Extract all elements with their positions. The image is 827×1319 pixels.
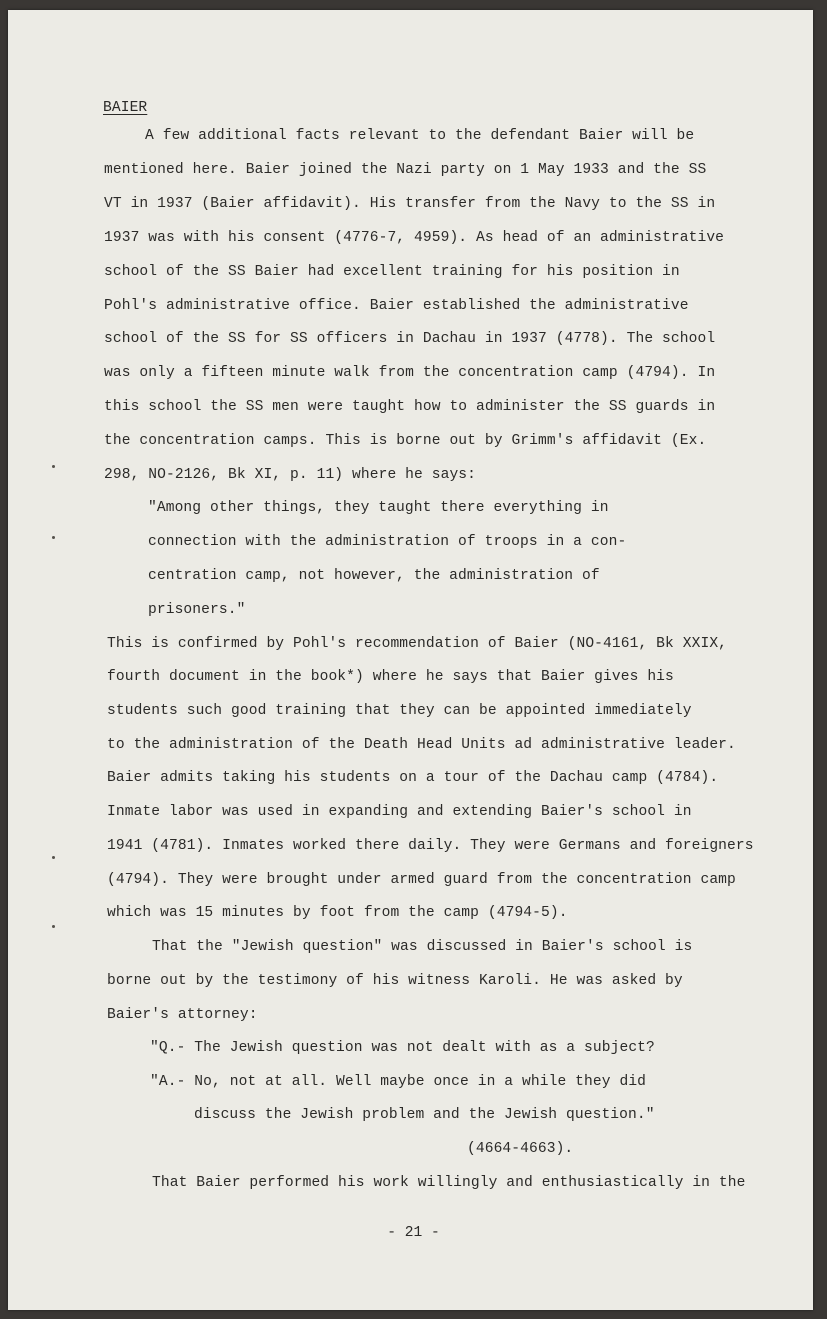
citation: (4664-4663).	[467, 1141, 574, 1157]
quote-line: prisoners."	[148, 602, 246, 618]
text-line: That Baier performed his work willingly and enthusiastically in the	[152, 1175, 746, 1191]
margin-speck	[52, 925, 55, 928]
text-line: (4794). They were brought under armed guard from the concentration camp	[107, 872, 736, 888]
text-line: 298, NO-2126, Bk XI, p. 11) where he says:	[104, 467, 477, 483]
quote-line: centration camp, not however, the administration of	[148, 568, 600, 584]
margin-speck	[52, 856, 55, 859]
text-line: A few additional facts relevant to the defendant Baier will be	[145, 128, 695, 144]
text-line: Inmate labor was used in expanding and extending Baier's school in	[107, 804, 692, 820]
text-line: school of the SS for SS officers in Dachau in 1937 (4778). The school	[104, 331, 716, 347]
testimony-question: "Q.- The Jewish question was not dealt with as a subject?	[150, 1040, 655, 1056]
text-line: That the "Jewish question" was discussed in Baier's school is	[152, 939, 693, 955]
text-line: borne out by the testimony of his witness Karoli. He was asked by	[107, 973, 683, 989]
text-line: VT in 1937 (Baier affidavit). His transfer from the Navy to the SS in	[104, 196, 716, 212]
text-line: which was 15 minutes by foot from the camp (4794-5).	[107, 905, 568, 921]
margin-speck	[52, 465, 55, 468]
quote-line: connection with the administration of troops in a con-	[148, 534, 627, 550]
text-line: this school the SS men were taught how to administer the SS guards in	[104, 399, 716, 415]
text-line: Baier admits taking his students on a tour of the Dachau camp (4784).	[107, 770, 719, 786]
text-line: the concentration camps. This is borne out by Grimm's affidavit (Ex.	[104, 433, 707, 449]
text-line: students such good training that they can be appointed immediately	[107, 703, 692, 719]
quote-line: "Among other things, they taught there everything in	[148, 500, 609, 516]
text-line: 1941 (4781). Inmates worked there daily. They were Germans and foreigners	[107, 838, 754, 854]
text-line: was only a fifteen minute walk from the concentration camp (4794). In	[104, 365, 716, 381]
text-line: school of the SS Baier had excellent training for his position in	[104, 264, 680, 280]
testimony-answer: "A.- No, not at all. Well maybe once in a while they did	[150, 1074, 647, 1090]
margin-speck	[52, 536, 55, 539]
text-line: to the administration of the Death Head Units ad administrative leader.	[107, 737, 736, 753]
testimony-answer-continued: discuss the Jewish problem and the Jewish question."	[194, 1107, 655, 1123]
text-line: This is confirmed by Pohl's recommendation of Baier (NO-4161, Bk XXIX,	[107, 636, 728, 652]
text-line: 1937 was with his consent (4776-7, 4959). As head of an administrative	[104, 230, 725, 246]
text-line: mentioned here. Baier joined the Nazi party on 1 May 1933 and the SS	[104, 162, 707, 178]
page-number: - 21 -	[387, 1225, 440, 1241]
text-line: Baier's attorney:	[107, 1007, 258, 1023]
text-line: Pohl's administrative office. Baier established the administrative	[104, 298, 689, 314]
text-line: fourth document in the book*) where he says that Baier gives his	[107, 669, 674, 685]
section-heading: BAIER	[103, 100, 148, 116]
